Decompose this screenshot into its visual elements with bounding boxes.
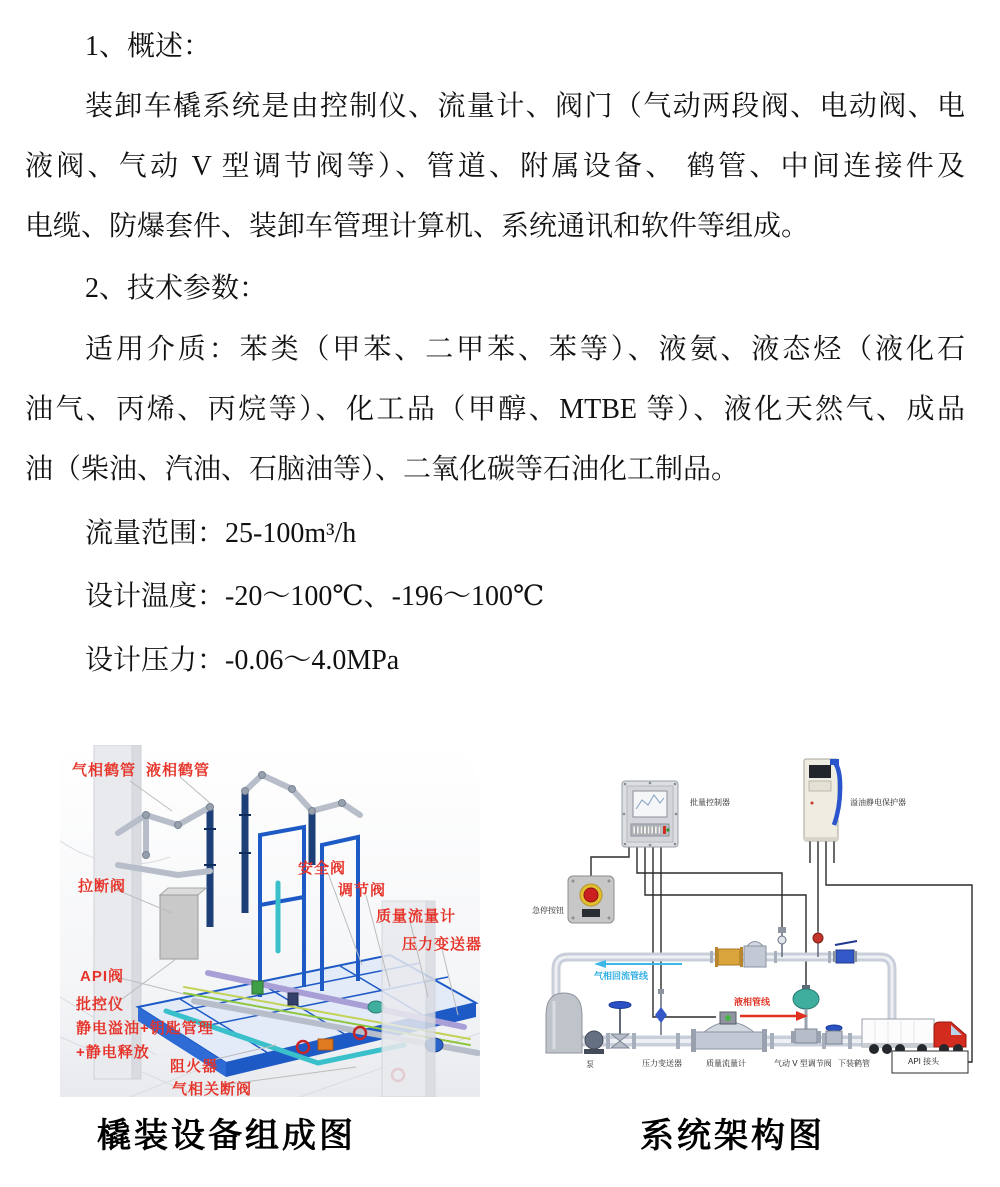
return-line-meter	[744, 942, 766, 968]
para1-line1: 装卸车橇系统是由控制仪、流量计、阀门（气动两段阀、电动阀、电	[85, 91, 965, 122]
spec-design-temp: 设计温度：-20～100℃、-196～100℃	[85, 581, 545, 612]
label-static-release: +静电释放	[76, 1044, 150, 1061]
heading-overview: 1、概述：	[85, 31, 212, 62]
label-mass-flowmeter: 质量流量计	[376, 908, 457, 925]
label-batch-controller: 批量控制器	[690, 798, 730, 807]
pump	[584, 1031, 604, 1054]
static-protector-device	[804, 759, 840, 841]
para2-line2: 油气、丙烯、丙烷等）、化工品（甲醇、MTBE 等）、液化天然气、成品	[25, 394, 965, 425]
label-vapor-return-line: 气相回流管线	[594, 971, 649, 981]
label-static-overfill: 静电溢油+钥匙管理	[76, 1020, 214, 1037]
label-pressure-transmitter: 压力变送器	[402, 936, 483, 953]
skid-figure	[60, 745, 483, 1098]
label-vapor-shutoff-valve: 气相关断阀	[172, 1081, 253, 1098]
loading-arm-valve	[826, 1025, 842, 1044]
heading-parameters: 2、技术参数：	[85, 273, 268, 304]
label-flame-arrester: 阻火器	[170, 1058, 219, 1075]
storage-tank	[546, 993, 582, 1053]
label-liquid-arm: 液相鹤管	[146, 762, 211, 779]
system-illustration	[530, 745, 990, 1090]
spec-flow-range: 流量范围：25-100m³/h	[85, 518, 357, 549]
label-loading-arm: 下装鹤管	[838, 1059, 870, 1068]
label-regulating-valve: 调节阀	[338, 882, 387, 899]
para2-line1: 适用介质：苯类（甲苯、二甲苯、苯等）、液氨、液态烃（液化石	[85, 334, 965, 365]
para2-line3: 油（柴油、汽油、石脑油等）、二氧化碳等石油化工制品。	[25, 454, 740, 485]
label-api-valve: API阀	[80, 968, 125, 985]
label-liquid-line: 液相管线	[734, 997, 771, 1007]
label-static-protector: 溢油静电保护器	[850, 798, 906, 807]
label-mass-flow-meter: 质量流量计	[706, 1059, 746, 1068]
system-caption: 系统架构图	[640, 1117, 825, 1155]
label-vapor-arm: 气相鹤管	[72, 762, 137, 779]
label-pump: 泵	[586, 1060, 594, 1069]
label-pressure-transmitter: 压力变送器	[642, 1059, 682, 1068]
right-column	[382, 901, 435, 1097]
para1-line3: 电缆、防爆套件、装卸车管理计算机、系统通讯和软件等组成。	[25, 211, 810, 242]
gold-device	[715, 947, 743, 967]
label-batch-controller: 批控仪	[76, 996, 125, 1013]
estop-device	[568, 876, 614, 923]
label-safety-valve: 安全阀	[298, 860, 347, 877]
para1-line2: 液阀、气动 V 型调节阀等）、管道、附属设备、 鹤管、中间连接件及	[25, 151, 965, 182]
label-api-connector: API 接头	[908, 1057, 940, 1066]
skid-caption: 橇装设备组成图	[97, 1117, 356, 1155]
batch-controller-device	[622, 781, 678, 847]
label-estop-button: 急停按钮	[532, 906, 564, 915]
label-breakaway-valve: 拉断阀	[78, 878, 127, 895]
label-control-valve: 气动 V 型调节阀	[774, 1059, 832, 1068]
system-figure	[530, 745, 990, 1090]
spec-design-pressure: 设计压力：-0.06～4.0MPa	[85, 645, 400, 676]
